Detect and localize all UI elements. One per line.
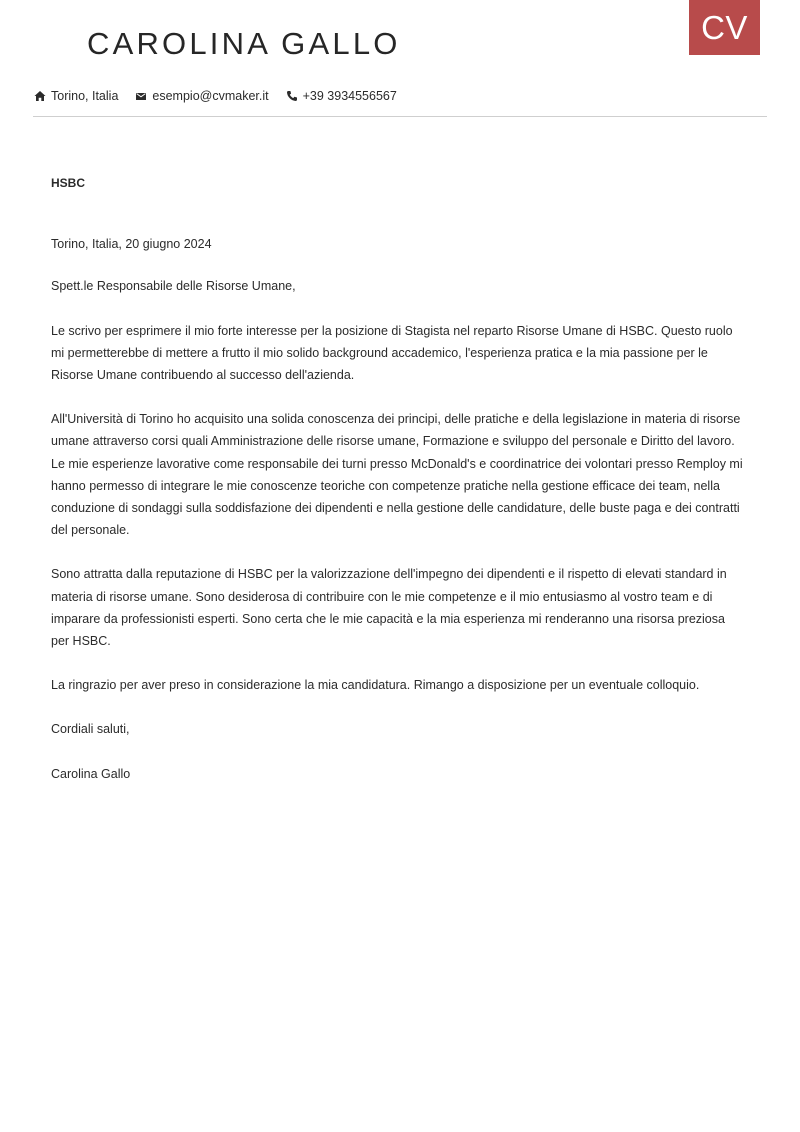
paragraph-2: All'Università di Torino ho acquisito una solida conoscenza dei principi, delle pratiche e della legislazione in materia di risorse umane attraverso corsi quali Amministrazione delle risorse umane, Formazione e sviluppo del personale e Diritto del lavoro. Le mie esperienze lavorative come responsabile dei turni presso McDonald's e coordinatrice dei volontari presso Remploy mi hanno permesso di integrare le mie conoscenze teoriche con competenze pratiche nella gestione efficace dei team, nella conduzione di sondaggi sulla soddisfazione dei dipendenti e nella gestione delle candidature, delle buste paga e dei contratti del personale. bbox=[51, 412, 743, 538]
contact-email[interactable] bbox=[135, 89, 268, 103]
cv-logo-badge: CV bbox=[689, 0, 760, 55]
recipient-company: HSBC bbox=[51, 176, 86, 190]
phone-icon bbox=[286, 90, 298, 102]
paragraph-3: Sono attratta dalla reputazione di HSBC per la valorizzazione dell'impegno dei dipendenti e il rispetto di elevati standard in materia di risorse umane. Sono desiderosa di contribuire con le mie competenze e il mio entusiasmo al vostro team e di imparare da professionisti esperti. Sono certa che le mie capacità e la mia esperienza mi renderanno una risorsa preziosa per HSBC. bbox=[51, 567, 727, 649]
phone-text[interactable]: +39 3934556567 bbox=[302, 89, 397, 103]
header-divider bbox=[33, 116, 767, 117]
signature: Carolina Gallo bbox=[51, 766, 131, 781]
paragraph-4: La ringrazio per aver preso in considerazione la mia candidatura. Rimango a disposizione per un eventuale colloquio. bbox=[51, 678, 700, 693]
contact-phone[interactable] bbox=[286, 89, 397, 103]
home-icon bbox=[34, 90, 46, 102]
location-text: Torino, Italia bbox=[51, 89, 119, 103]
contact-location bbox=[34, 89, 118, 103]
closing: Cordiali saluti, bbox=[51, 722, 130, 737]
paragraph-1: Le scrivo per esprimere il mio forte interesse per la posizione di Stagista nel reparto Risorse Umane di HSBC. Questo ruolo mi permetterebbe di mettere a frutto il mio solido background accademico, l'esperienza pratica e la mia passione per le Risorse Umane contribuendo al successo dell'azienda. bbox=[51, 323, 733, 383]
cover-letter-body bbox=[51, 172, 745, 785]
email-text[interactable]: esempio@cvmaker.it bbox=[152, 89, 269, 103]
salutation: Spett.le Responsabile delle Risorse Umane, bbox=[51, 279, 296, 294]
letter-date: Torino, Italia, 20 giugno 2024 bbox=[51, 237, 212, 252]
mail-icon bbox=[135, 90, 147, 102]
contact-bar bbox=[34, 89, 414, 103]
candidate-name: CAROLINA GALLO bbox=[87, 26, 401, 61]
